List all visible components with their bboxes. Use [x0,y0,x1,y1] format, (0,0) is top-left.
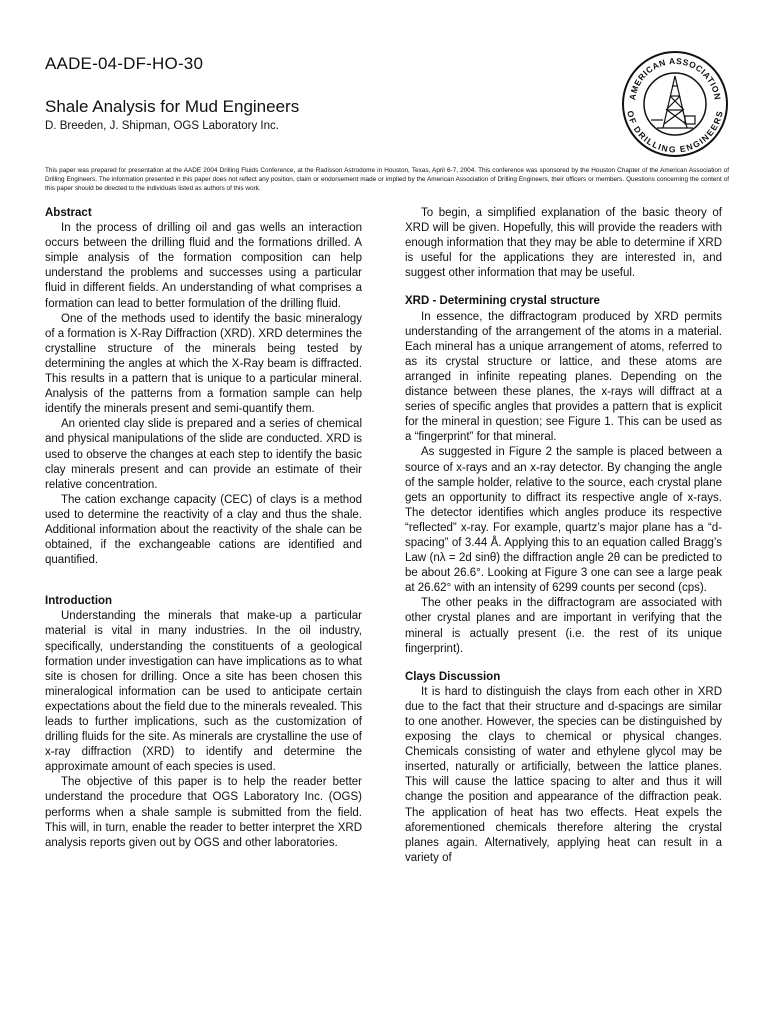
abstract-paragraph: An oriented clay slide is prepared and a series of chemical and physical manipulations of the slide are conducted. XRD is used to observe the changes at each step to identify the basic clay minerals present and can provide an estimate of their relative concentration. [45,418,362,491]
left-column [45,206,362,851]
xrd-paragraph: The other peaks in the diffractogram are associated with other crystal planes and are important in verifying that the mineral is actually present (i.e. the rest of its unique fingerprint). [405,597,722,655]
xrd-paragraph: In essence, the diffractogram produced by XRD permits understanding of the arrangement of the atoms in a material. Each mineral has a unique arrangement of atoms, referred to as its crystal structure or lattice, and these atoms are arranged in infinite repeating planes. Depending on the distance between these planes, the x-rays will diffract at a series of specific angles that provides a pattern that is explicit for the mineral in question; see Figure 1. This can be used as a “fingerprint” for that mineral. [405,310,722,444]
introduction-heading: Introduction [45,595,113,608]
xrd-paragraph: As suggested in Figure 2 the sample is placed between a source of x-rays and an x-ray detector. By changing the angle of the sample holder, relative to the source, each crystal plane gets an opportunity to diffract its respective angle of x-rays. The detector identifies which angles produce its respective “reflected” x-ray. For example, quartz’s major plane has a “d-spacing” of 3.44 Å. Applying this to an equation called Bragg’s Law (nλ = 2d sinθ) the diffraction angle 2θ can be predicted to be about 26.6°. Looking at Figure 3 one can see a large peak at 26.62° with an intensity of 6299 counts per second (cps). [405,446,722,595]
section-gap [45,568,362,594]
copyright-disclaimer: This paper was prepared for presentation at the AADE 2004 Drilling Fluids Conference, at the Radisson Astrodome in Houston, Texas, April 6-7, 2004. This conference was sponsored by the Houston Chapter of the American Association of Drilling Engineers. The information presented in this paper does not reflect any position, claim or endorsement made or implied by the American Association of Drilling Engineers, their officers or members. Questions concerning the content of this paper should be directed to the individuals listed as authors of this work. [45,167,729,193]
derrick-icon [651,76,695,128]
seal-text-top: AMERICAN ASSOCIATION [627,55,723,101]
abstract-paragraph: One of the methods used to identify the basic mineralogy of a formation is X-Ray Diffraction (XRD). XRD determines the crystalline structure of the minerals being tested by determining the angles at which the X-Ray beam is diffracted. This results in a pattern that is unique to a particular mineral. Analysis of the patterns from a formation sample can help identify the minerals present and semi-quantify them. [45,312,362,416]
abstract-heading: Abstract [45,207,92,219]
clays-heading: Clays Discussion [405,670,501,683]
paper-id: AADE-04-DF-HO-30 [45,54,204,73]
section-gap [405,657,722,670]
clays-paragraph: It is hard to distinguish the clays from each other in XRD due to the fact that their structure and d-spacings are similar to one another. However, the species can be distinguished by exposing the clays to chemical or physical changes. Chemicals consisting of water and ethylene glycol may be inserted, naturally or artificially, between the lattice planes. This will cause the lattice spacing to alter and thus it will change the position and appearance of the diffraction peak. The application of heat has two effects. Heat expels the aforementioned chemicals therefore altering the crystal planes again. Alternatively, applying heat can result in a variety of [405,685,722,864]
abstract-paragraph: In the process of drilling oil and gas wells an interaction occurs between the drilling fluid and the formations drilled. A simple analysis of the formation composition can help understand the problems and successes using a particular fluid in different fields. An understanding of what comprises a formation can lead to better formulation of the drilling fluid. [45,222,362,310]
section-gap [405,281,722,294]
right-column [405,206,722,866]
xrd-heading: XRD - Determining crystal structure [405,295,600,308]
abstract-paragraph: The cation exchange capacity (CEC) of clays is a method used to determine the reactivity of a clay and thus the shale. Additional information about the reactivity of the shale can be obtained, if the exchangeable cations are identified and quantified. [45,493,362,567]
paper-authors: D. Breeden, J. Shipman, OGS Laboratory Inc. [45,120,279,132]
intro-paragraph: Understanding the minerals that make-up a particular material is vital in many industries. In the oil industry, specifically, understanding the constituents of a geological formation under investigation can have implications as to what site is chosen for drilling. Once a site has been chosen this mineralogical information can be used to anticipate certain expectations about the field due to the minerals revealed. This leads to further implications, such as the customization of drilling fluids for the site. As minerals are crystalline the use of x-ray diffraction (XRD) to identify and determine the approximate amount of each species is used. [45,610,362,774]
paper-title: Shale Analysis for Mud Engineers [45,97,300,116]
aade-seal-logo [621,50,729,158]
opening-paragraph: To begin, a simplified explanation of the basic theory of XRD will be given. Hopefully, this will provide the readers with enough information that they may be able to determine if XRD is useful for the applications they are interested in, and suggest other information that may be useful. [405,207,722,280]
seal-text-bottom: OF DRILLING ENGINEERS [625,109,725,155]
intro-paragraph: The objective of this paper is to help the reader better understand the procedure that OGS Laboratory Inc. (OGS) performs when a shale sample is submitted from the field. This will, in turn, enable the reader to better interpret the XRD analysis reports given out by OGS and other laboratories. [45,776,362,849]
